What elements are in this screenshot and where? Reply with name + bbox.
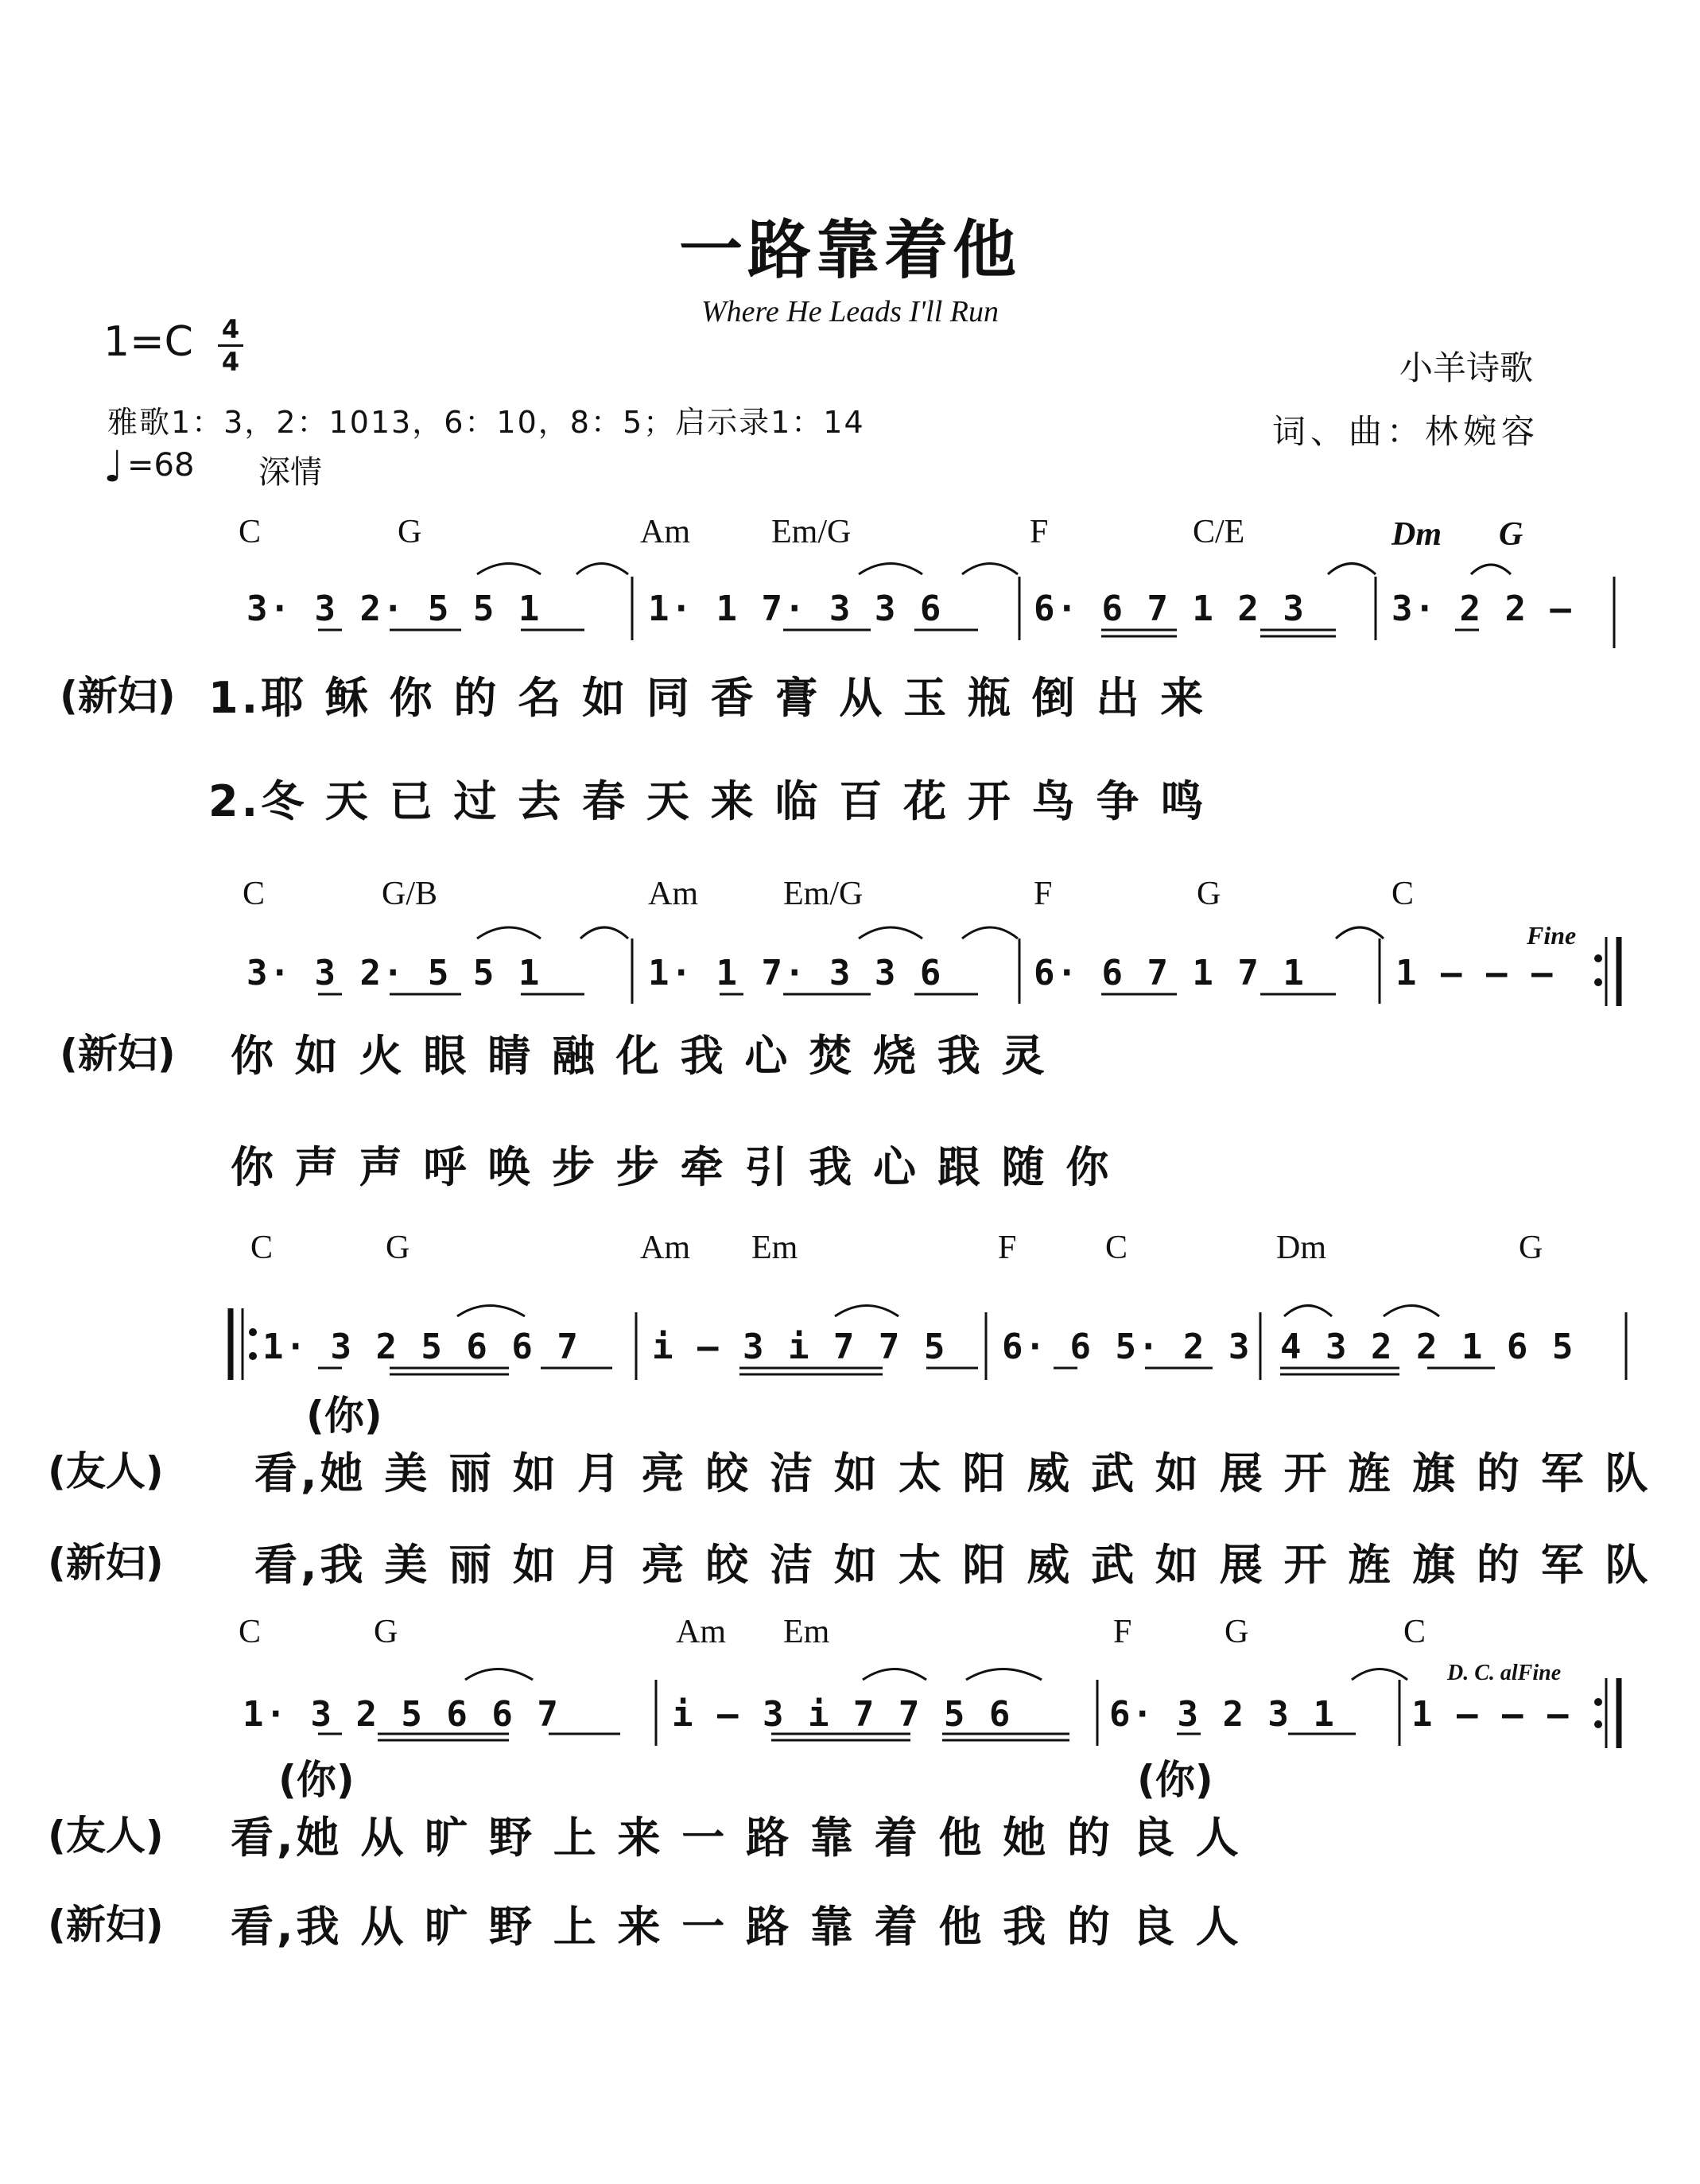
measure: 6· 6 7 1 2 3: [1034, 589, 1306, 629]
time-signature-bottom: 4: [221, 347, 240, 377]
chord: Em: [783, 1614, 830, 1650]
chord: C: [1391, 876, 1415, 912]
measure: 1· 3 2 5 6 6 7: [243, 1694, 560, 1735]
role-label: (新妇): [48, 1902, 164, 1948]
role-label: (新妇): [60, 673, 176, 719]
source-label: 小羊诗歌: [1399, 348, 1534, 387]
lyric-line: 1.耶 稣 你 的 名 如 同 香 膏 从 玉 瓶 倒 出 来: [208, 673, 1207, 723]
chord: F: [1113, 1614, 1132, 1650]
key-signature: 1=C: [103, 318, 193, 366]
song-subtitle: Where He Leads I'll Run: [701, 295, 999, 328]
measure: i – 3 i 7 7 5: [652, 1327, 947, 1367]
role-label: (新妇): [48, 1540, 164, 1586]
role-label: (友人): [48, 1813, 164, 1859]
chord: Am: [648, 876, 698, 912]
measure: 3· 3 2· 5 5 1: [246, 953, 541, 993]
measure: 1· 3 2 5 6 6 7: [262, 1327, 580, 1367]
slur: [1471, 565, 1511, 574]
slur: [576, 564, 628, 575]
chord: G/B: [382, 876, 438, 912]
measure: 3· 3 2· 5 5 1: [246, 589, 541, 629]
chord: G: [386, 1230, 410, 1266]
song-title: 一路靠着他: [679, 213, 1021, 287]
credits: 词、曲：林婉容: [1272, 412, 1540, 451]
chord: G: [1499, 516, 1523, 553]
chord: C: [239, 1614, 262, 1650]
chord: Am: [676, 1614, 726, 1650]
chord: C: [1403, 1614, 1426, 1650]
lyric-line: 2.冬 天 已 过 去 春 天 来 临 百 花 开 鸟 争 鸣: [208, 776, 1207, 826]
measure: 3· 2 2 –: [1391, 589, 1573, 629]
chord: G: [374, 1614, 398, 1650]
measure: 6· 6 5· 2 3: [1002, 1327, 1252, 1367]
measure: 4 3 2 2 1 6 5: [1280, 1327, 1575, 1367]
chord: Em: [751, 1230, 798, 1266]
role-label: (新妇): [60, 1031, 176, 1077]
chord: F: [998, 1230, 1017, 1266]
chord: G: [398, 514, 422, 550]
fine-mark: Fine: [1527, 921, 1577, 950]
slur: [1328, 564, 1376, 575]
chord: G: [1519, 1230, 1543, 1266]
expression: 深情: [258, 454, 322, 491]
tempo: =68: [127, 447, 195, 484]
tempo-note-icon: ♩: [103, 441, 124, 492]
slur: [859, 564, 922, 575]
measure: 6· 3 2 3 1: [1109, 1694, 1336, 1735]
lyric-line: 看,她 从 旷 野 上 来 一 路 靠 着 他 她 的 良 人: [231, 1813, 1242, 1863]
lyric-line: 你 声 声 呼 唤 步 步 牵 引 我 心 跟 随 你: [231, 1142, 1112, 1192]
measure: 1· 1 7· 3 3 6: [648, 953, 943, 993]
chord: Dm: [1276, 1230, 1326, 1266]
time-signature-top: 4: [221, 314, 240, 344]
chord: C: [243, 876, 266, 912]
measure: 1 – – –: [1395, 953, 1554, 993]
pickup-lyric: (你): [306, 1393, 382, 1439]
pickup-lyric: (你): [1137, 1757, 1213, 1803]
chord: C/E: [1193, 514, 1245, 550]
chord: G: [1225, 1614, 1249, 1650]
measure: 6· 6 7 1 7 1: [1034, 953, 1306, 993]
chord: Am: [640, 1230, 690, 1266]
lyric-line: 看,她 美 丽 如 月 亮 皎 洁 如 太 阳 威 武 如 展 开 旌 旗 的 军 队: [254, 1448, 1651, 1498]
chord: F: [1030, 514, 1049, 550]
chord: C: [1105, 1230, 1128, 1266]
role-label: (友人): [48, 1448, 164, 1494]
lyric-line: 看,我 从 旷 野 上 来 一 路 靠 着 他 我 的 良 人: [231, 1902, 1242, 1952]
lyric-line: 看,我 美 丽 如 月 亮 皎 洁 如 太 阳 威 武 如 展 开 旌 旗 的 军 队: [254, 1540, 1651, 1590]
measure: i – 3 i 7 7 5 6: [672, 1694, 1012, 1735]
measure: 1 – – –: [1411, 1694, 1570, 1735]
chord: F: [1034, 876, 1053, 912]
slur: [477, 564, 541, 575]
measure: 1· 1 7· 3 3 6: [648, 589, 943, 629]
chord: C: [250, 1230, 274, 1266]
pickup-lyric: (你): [278, 1757, 355, 1803]
chord: Dm: [1391, 516, 1442, 553]
lyric-line: 你 如 火 眼 睛 融 化 我 心 焚 烧 我 灵: [231, 1031, 1048, 1081]
slur: [962, 564, 1018, 575]
chord: C: [239, 514, 262, 550]
chord: G: [1197, 876, 1221, 912]
chord: Em/G: [771, 514, 852, 550]
chord: Em/G: [783, 876, 864, 912]
dc-al-fine-mark: D. C. alFine: [1447, 1661, 1562, 1685]
scripture-references: 雅歌1：3，2：1013，6：10，8：5；启示录1：14: [107, 405, 865, 440]
chord: Am: [640, 514, 690, 550]
